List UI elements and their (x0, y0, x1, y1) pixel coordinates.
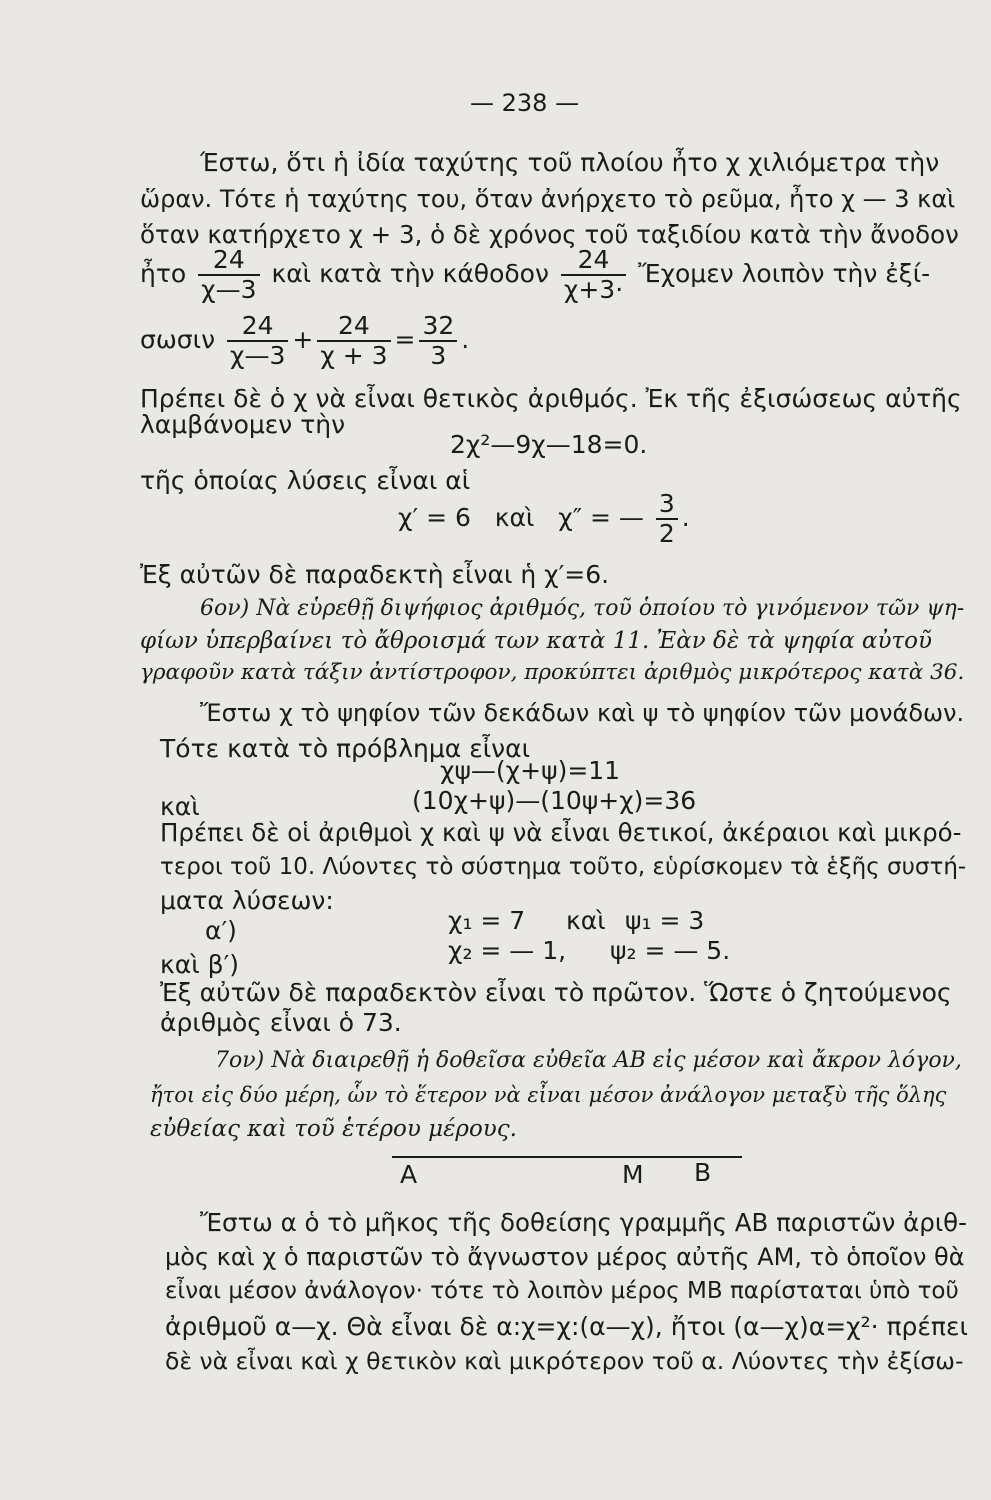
text-fragment: καὶ (566, 906, 606, 935)
denominator: 3 (430, 341, 447, 370)
text-fragment: καὶ κατὰ τὴν κάθοδον (271, 259, 549, 288)
solution-y: ψ₁ = 3 (625, 906, 705, 935)
denominator: χ—3 (201, 275, 257, 304)
text-fragment: ἦτο (140, 259, 187, 288)
text-fragment: Ἔχομεν λοιπὸν τὴν ἐξί- (638, 259, 931, 288)
denominator: χ—3 (230, 341, 286, 370)
problem-line: γραφοῦν κατὰ τάξιν ἀντίστροφον, προκύπτει ἀριθμὸς μικρότερος κατὰ 36. (140, 660, 965, 685)
text-line: λαμβάνομεν τὴν (140, 410, 346, 439)
fraction (198, 246, 259, 304)
equation: χψ—(χ+ψ)=11 (440, 756, 621, 785)
text-line: ματα λύσεων: (160, 886, 334, 915)
equation-line (140, 244, 930, 304)
text-line: δὲ νὰ εἶναι καὶ χ θετικὸν καὶ μικρότερον τοῦ α. Λύοντες τὴν ἐξίσω- (165, 1347, 964, 1375)
fraction (227, 312, 288, 370)
text-fragment: καὶ (494, 503, 535, 532)
numerator: 24 (317, 312, 390, 342)
text-fragment: σωσιν (140, 325, 216, 354)
text-line: Ἐξ αὐτῶν δὲ παραδεκτὴ εἶναι ἡ χ′=6. (140, 560, 610, 589)
numerator: 3 (656, 490, 678, 520)
text-line: ὅταν κατήρχετο χ + 3, ὁ δὲ χρόνος τοῦ ταξιδίου κατὰ τὴν ἄνοδον (140, 220, 959, 249)
text-line: Ἔστω χ τὸ ψηφίον τῶν δεκάδων καὶ ψ τὸ ψηφίον τῶν μονάδων. (200, 699, 965, 727)
solution-label: καὶ β′) (160, 950, 240, 979)
text-line: ἀριθμοῦ α—χ. Θὰ εἶναι δὲ α:χ=χ:(α—χ), ἤτοι (α—χ)α=χ²· πρέπει (165, 1312, 968, 1341)
segment-ab (392, 1156, 742, 1158)
root-1: χ′ = 6 (398, 503, 471, 532)
text-line: Έστω, ὅτι ἡ ἰδία ταχύτης τοῦ πλοίου ἦτο χ χιλιόμετρα τὴν (200, 148, 940, 177)
equation: (10χ+ψ)—(10ψ+χ)=36 (412, 786, 697, 815)
text-line: Ἐξ αὐτῶν δὲ παραδεκτὸν εἶναι τὸ πρῶτον. Ὥστε ὁ ζητούμενος (160, 978, 952, 1007)
point-a-label: A (400, 1160, 418, 1189)
point-m-label: M (622, 1160, 644, 1189)
text-line: ὥραν. Τότε ἡ ταχύτης του, ὅταν ἀνήρχετο τὸ ρεῦμα, ἦτο χ — 3 καὶ (140, 185, 956, 213)
numerator: 32 (419, 312, 457, 342)
text-line: μὸς καὶ χ ὁ παριστῶν τὸ ἄγνωστον μέρος αὐτῆς ΑΜ, τὸ ὁποῖον θὰ (165, 1243, 965, 1271)
text-line: τεροι τοῦ 10. Λύοντες τὸ σύστημα τοῦτο, εὑρίσκομεν τὰ ἑξῆς συστή- (160, 854, 967, 880)
equation: 2χ²—9χ—18=0. (450, 430, 648, 459)
problem-line: 7ον) Νὰ διαιρεθῇ ἡ δοθεῖσα εὐθεῖα ΑΒ εἰς μέσον καὶ ἄκρον λόγον, (215, 1048, 962, 1073)
period: . (461, 325, 470, 354)
numerator: 24 (198, 246, 259, 276)
text-fragment: καὶ (160, 792, 200, 821)
period: . (681, 503, 690, 532)
plus-sign: + (292, 325, 314, 354)
fraction (561, 246, 626, 304)
point-b-label: B (694, 1158, 712, 1187)
fraction (317, 312, 390, 370)
text-line: Ἔστω α ὁ τὸ μῆκος τῆς δοθείσης γραμμῆς ΑΒ παριστῶν ἀριθ- (200, 1208, 967, 1237)
equals-sign: = (394, 325, 416, 354)
solution-y: ψ₂ = — 5. (610, 936, 731, 965)
equation-line (398, 488, 690, 548)
fraction (419, 312, 457, 370)
denominator: χ+3· (563, 275, 624, 304)
text-line: Τότε κατὰ τὸ πρόβλημα εἶναι (160, 734, 531, 763)
root-2: χ″ = — (558, 503, 644, 532)
equation-line (140, 310, 469, 370)
text-line: Πρέπει δὲ ὁ χ νὰ εἶναι θετικὸς ἀριθμός. Ἐκ τῆς ἐξισώσεως αὐτῆς (140, 384, 962, 413)
denominator: 2 (658, 519, 675, 548)
text-line: τῆς ὁποίας λύσεις εἶναι αἱ (140, 466, 471, 495)
page-number: — 238 — (470, 89, 580, 117)
text-line: Πρέπει δὲ οἱ ἀριθμοὶ χ καὶ ψ νὰ εἶναι θετικοί, ἀκέραιοι καὶ μικρό- (160, 818, 962, 847)
text-line: ἀριθμὸς εἶναι ὁ 73. (160, 1008, 402, 1037)
numerator: 24 (227, 312, 288, 342)
solution-x: χ₂ = — 1, (448, 936, 567, 965)
fraction (656, 490, 678, 548)
problem-line: φίων ὑπερβαίνει τὸ ἄθροισμά των κατὰ 11. Ἐὰν δὲ τὰ ψηφία αὐτοῦ (140, 628, 932, 654)
problem-line: εὐθείας καὶ τοῦ ἑτέρου μέρους. (150, 1116, 517, 1142)
denominator: χ + 3 (320, 341, 388, 370)
solution-label: α′) (205, 916, 237, 945)
problem-line: ἤτοι εἰς δύο μέρη, ὧν τὸ ἕτερον νὰ εἶναι μέσον ἀνάλογον μεταξὺ τῆς ὅλης (150, 1083, 947, 1107)
solution-x: χ₁ = 7 (448, 906, 526, 935)
numerator: 24 (561, 246, 626, 276)
problem-line: 6ον) Νὰ εὑρεθῇ διψήφιος ἀριθμός, τοῦ ὁποίου τὸ γινόμενον τῶν ψη- (200, 596, 965, 621)
text-line: εἶναι μέσον ἀνάλογον· τότε τὸ λοιπὸν μέρος ΜΒ παρίσταται ὑπὸ τοῦ (165, 1278, 959, 1304)
